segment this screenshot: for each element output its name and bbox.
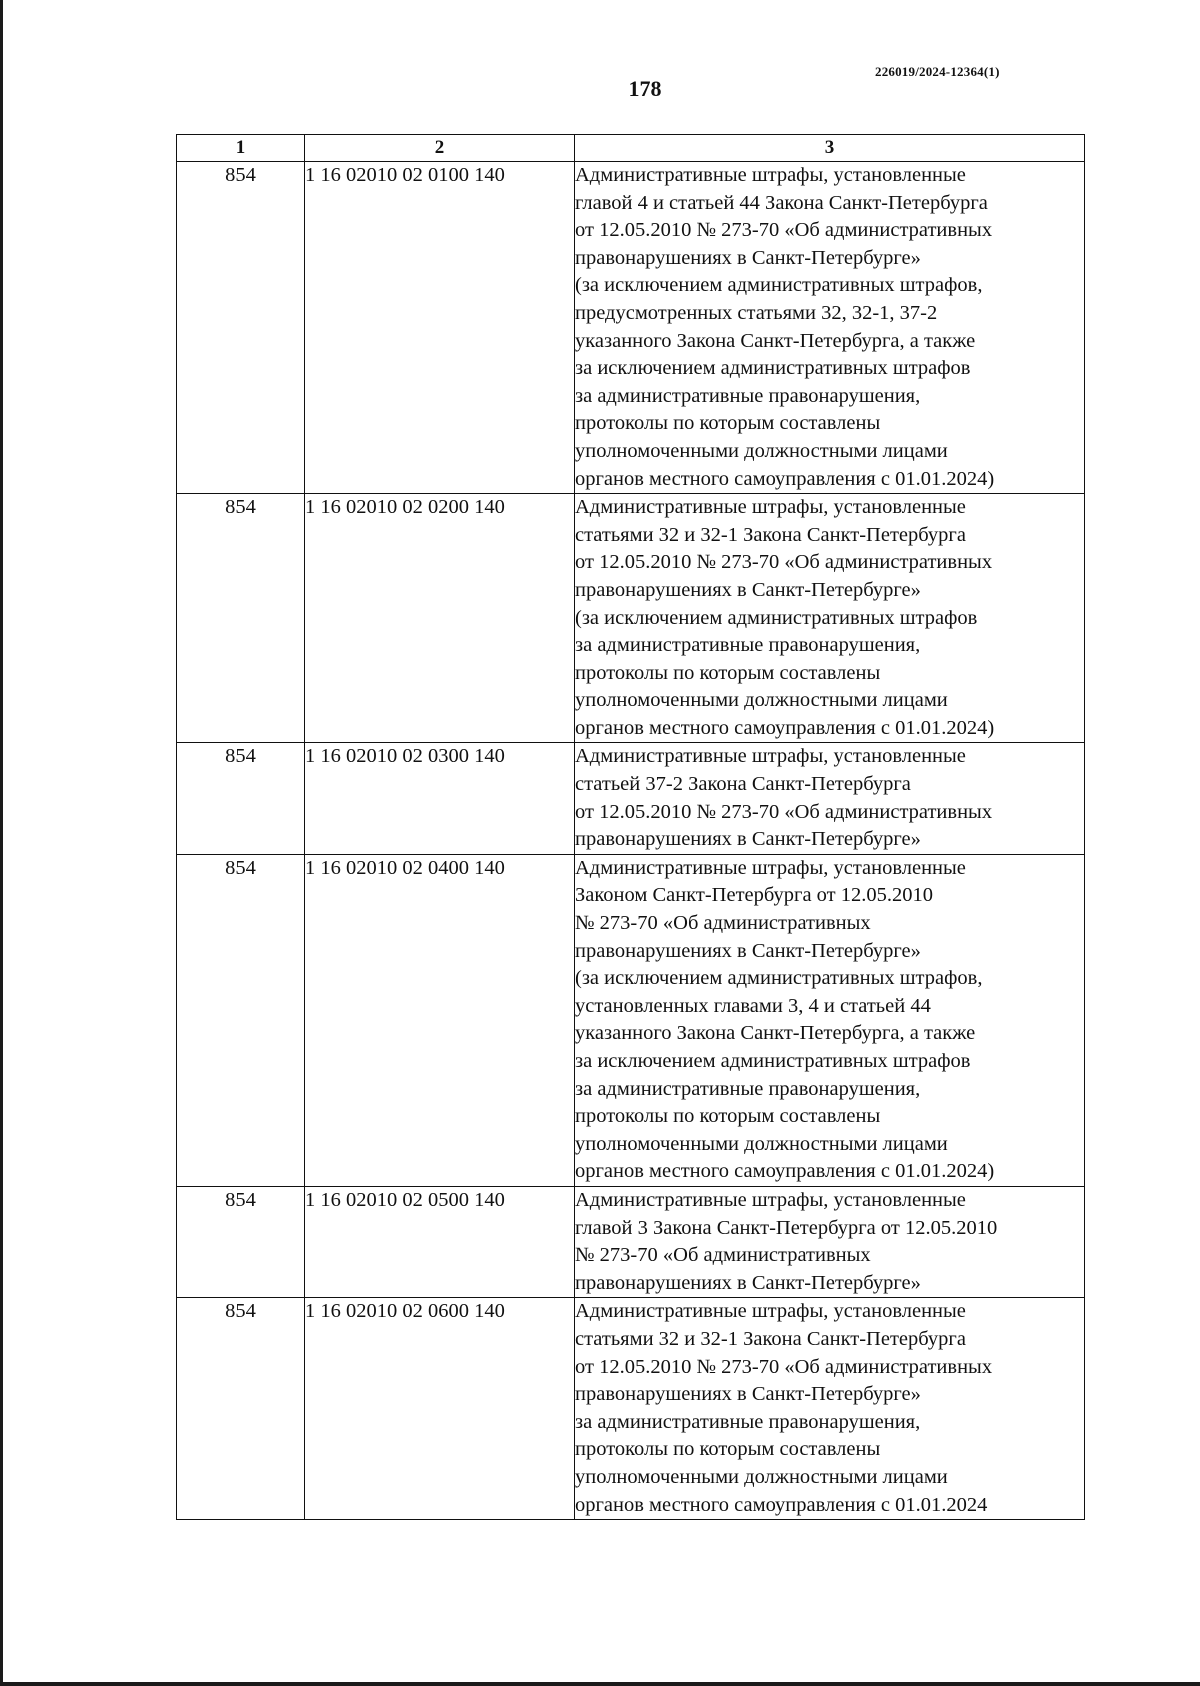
- admin-code-cell: 854: [177, 1186, 305, 1297]
- admin-code-cell: 854: [177, 743, 305, 854]
- kbk-code-cell: 1 16 02010 02 0600 140: [305, 1298, 575, 1520]
- admin-code-cell: 854: [177, 162, 305, 494]
- revenue-name-cell: Административные штрафы, установленные Законом Санкт-Петербурга от 12.05.2010 № 273-70 «Об административных правонарушениях в Санкт-Петербурге» (за исключением административных штрафов, установленных главами 3, 4 и статьей 44 указанного Закона Санкт-Петербурга, а также за исключением административных штрафов за административные правонарушения, протоколы по которым составлены уполномоченными должностными лицами органов местного самоуправления с 01.01.2024): [575, 854, 1085, 1186]
- table-row: [177, 1186, 1085, 1297]
- column-header-code: 2: [305, 135, 575, 162]
- kbk-code-cell: 1 16 02010 02 0200 140: [305, 494, 575, 743]
- budget-codes-table: [176, 134, 1085, 1520]
- table-row: [177, 162, 1085, 494]
- kbk-code-cell: 1 16 02010 02 0100 140: [305, 162, 575, 494]
- admin-code-cell: 854: [177, 854, 305, 1186]
- revenue-name-cell: Административные штрафы, установленные статьей 37-2 Закона Санкт-Петербурга от 12.05.2010 № 273-70 «Об административных правонарушениях в Санкт-Петербурге»: [575, 743, 1085, 854]
- scan-edge-left: [0, 0, 3, 1686]
- revenue-name-cell: Административные штрафы, установленные статьями 32 и 32-1 Закона Санкт-Петербурга от 12.05.2010 № 273-70 «Об административных правонарушениях в Санкт-Петербурге» за административные правонарушения, протоколы по которым составлены уполномоченными должностными лицами органов местного самоуправления с 01.01.2024: [575, 1298, 1085, 1520]
- page-number: 178: [628, 76, 662, 101]
- table-row: [177, 1298, 1085, 1520]
- revenue-name-cell: Административные штрафы, установленные главой 3 Закона Санкт-Петербурга от 12.05.2010 № 273-70 «Об административных правонарушениях в Санкт-Петербурге»: [575, 1186, 1085, 1297]
- table-row: [177, 854, 1085, 1186]
- registration-number: 226019/2024-12364(1): [875, 64, 1000, 79]
- kbk-code-cell: 1 16 02010 02 0500 140: [305, 1186, 575, 1297]
- kbk-code-cell: 1 16 02010 02 0400 140: [305, 854, 575, 1186]
- revenue-name-cell: Административные штрафы, установленные главой 4 и статьей 44 Закона Санкт-Петербурга от 12.05.2010 № 273-70 «Об административных правонарушениях в Санкт-Петербурге» (за исключением административных штрафов, предусмотренных статьями 32, 32-1, 37-2 указанного Закона Санкт-Петербурга, а также за исключением административных штрафов за административные правонарушения, протоколы по которым составлены уполномоченными должностными лицами органов местного самоуправления с 01.01.2024): [575, 162, 1085, 494]
- scan-edge-bottom: [0, 1682, 1200, 1686]
- table-header-row: [177, 135, 1085, 162]
- revenue-name-cell: Административные штрафы, установленные статьями 32 и 32-1 Закона Санкт-Петербурга от 12.05.2010 № 273-70 «Об административных правонарушениях в Санкт-Петербурге» (за исключением административных штрафов за административные правонарушения, протоколы по которым составлены уполномоченными должностными лицами органов местного самоуправления с 01.01.2024): [575, 494, 1085, 743]
- column-header-name: 3: [575, 135, 1085, 162]
- column-header-admin: 1: [177, 135, 305, 162]
- table-row: [177, 494, 1085, 743]
- admin-code-cell: 854: [177, 1298, 305, 1520]
- kbk-code-cell: 1 16 02010 02 0300 140: [305, 743, 575, 854]
- admin-code-cell: 854: [177, 494, 305, 743]
- table-row: [177, 743, 1085, 854]
